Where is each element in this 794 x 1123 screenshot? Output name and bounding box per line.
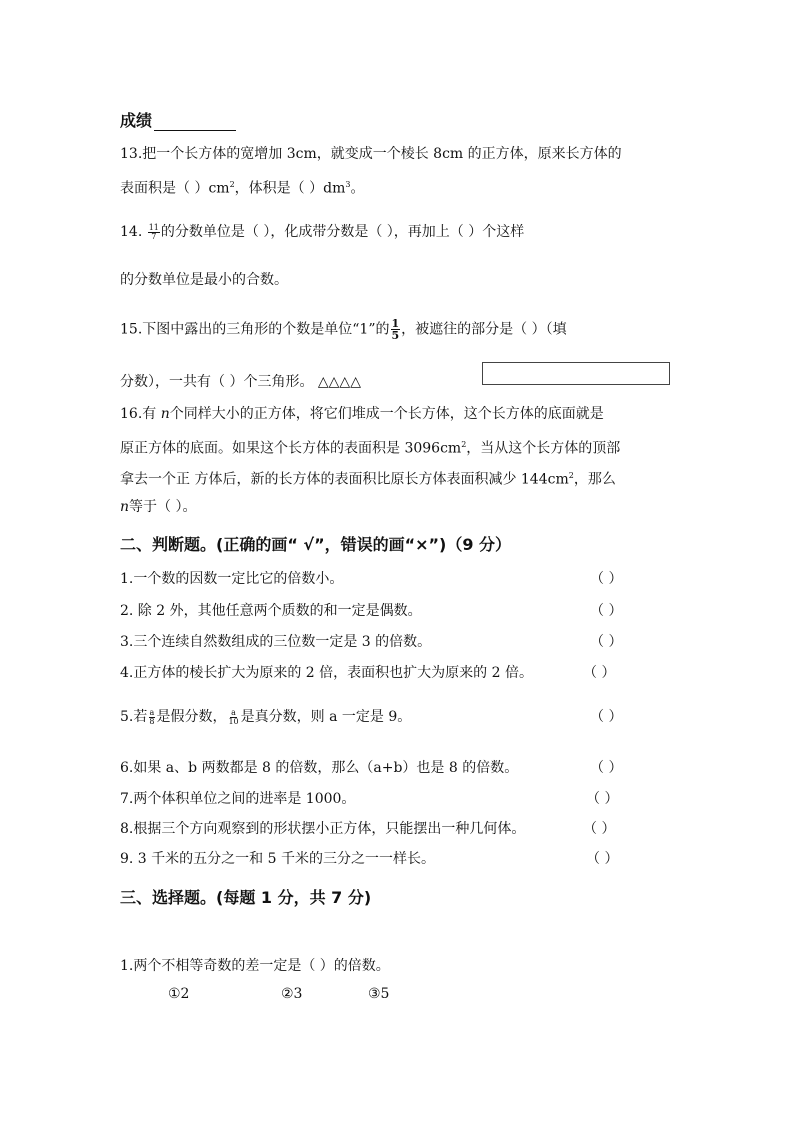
- q15-line2: 分数），一共有（ ）个三角形。 △△△△: [120, 374, 361, 390]
- q14-fraction: $\frac{11}{7}$: [148, 222, 159, 241]
- q16-line1: 16.有 n个同样大小的正方体，将它们堆成一个长方体，这个长方体的底面就是: [120, 406, 604, 422]
- judge-answer-1[interactable]: （ ）: [590, 571, 623, 587]
- q16-line2: 原正方体的底面。如果这个长方体的表面积是 $3096cm^2$，当从这个长方体的顶部: [120, 440, 621, 457]
- q15-fraction: $\frac{1}{5}$: [391, 317, 400, 342]
- section3-title: 三、选择题。(每题 1 分，共 7 分): [120, 888, 372, 907]
- judge-answer-8[interactable]: （ ）: [583, 821, 616, 837]
- judge-item-9: 9. 3 千米的五分之一和 5 千米的三分之一一样长。: [120, 851, 435, 867]
- judge-answer-4[interactable]: （ ）: [583, 665, 616, 681]
- judge-answer-2[interactable]: （ ）: [590, 603, 623, 619]
- score-blank[interactable]: [154, 114, 236, 131]
- q13-line2: 表面积是（ ）$cm^2$，体积是（ ）$dm^3$。: [120, 180, 365, 197]
- judge-item-6: 6.如果 a、b 两数都是 8 的倍数，那么（a+b）也是 8 的倍数。: [120, 760, 519, 776]
- judge-item-2: 2. 除 2 外，其他任意两个质数的和一定是偶数。: [120, 603, 422, 619]
- judge-item-3: 3.三个连续自然数组成的三位数一定是 3 的倍数。: [120, 634, 432, 650]
- judge-answer-7[interactable]: （ ）: [586, 791, 619, 807]
- q16-line3: 拿去一个正 方体后，新的长方体的表面积比原长方体表面积减少 $144cm^2$，那么: [120, 471, 616, 488]
- judge-answer-9[interactable]: （ ）: [586, 851, 619, 867]
- choice-option-3[interactable]: ③5: [368, 986, 390, 1002]
- judge-answer-6[interactable]: （ ）: [590, 760, 623, 776]
- judge-answer-5[interactable]: （ ）: [590, 709, 623, 725]
- judge-item-1: 1.一个数的因数一定比它的倍数小。: [120, 571, 344, 587]
- cover-rectangle: [482, 362, 670, 385]
- q15-line1: 15.下图中露出的三角形的个数是单位“1”的 $\frac{1}{5}$ ，被遮往的部分是（ ）（填: [120, 317, 567, 342]
- q14-line2: 的分数单位是最小的合数。: [120, 272, 288, 288]
- q14-line1: 14. $\frac{11}{7}$ 的分数单位是（ ），化成带分数是（ ），再加上（ ）个这样: [120, 222, 525, 241]
- judge-item-8: 8.根据三个方向观察到的形状摆小正方体，只能摆出一种几何体。: [120, 821, 526, 837]
- choice-option-1[interactable]: ①2: [168, 986, 190, 1002]
- section2-title: 二、判断题。(正确的画“ √”，错误的画“×”)（9 分）: [120, 535, 512, 554]
- judge-item-7: 7.两个体积单位之间的进率是 1000。: [120, 791, 356, 807]
- judge-item-5: 5.若 $\frac{a}{8}$ 是假分数， $\frac{a}{10}$ 是真分数，则 a 一定是 9。: [120, 707, 412, 726]
- q16-line4: n等于（ ）。: [120, 499, 197, 515]
- q13-line1: 13.把一个长方体的宽增加 3cm，就变成一个棱长 8cm 的正方体，原来长方体的: [120, 146, 622, 162]
- choice-option-2[interactable]: ②3: [281, 986, 303, 1002]
- judge-item-4: 4.正方体的棱长扩大为原来的 2 倍，表面积也扩大为原来的 2 倍。: [120, 665, 533, 681]
- score-label: 成绩: [120, 108, 236, 131]
- judge-answer-3[interactable]: （ ）: [590, 634, 623, 650]
- choice-q1: 1.两个不相等奇数的差一定是（ ）的倍数。: [120, 958, 390, 974]
